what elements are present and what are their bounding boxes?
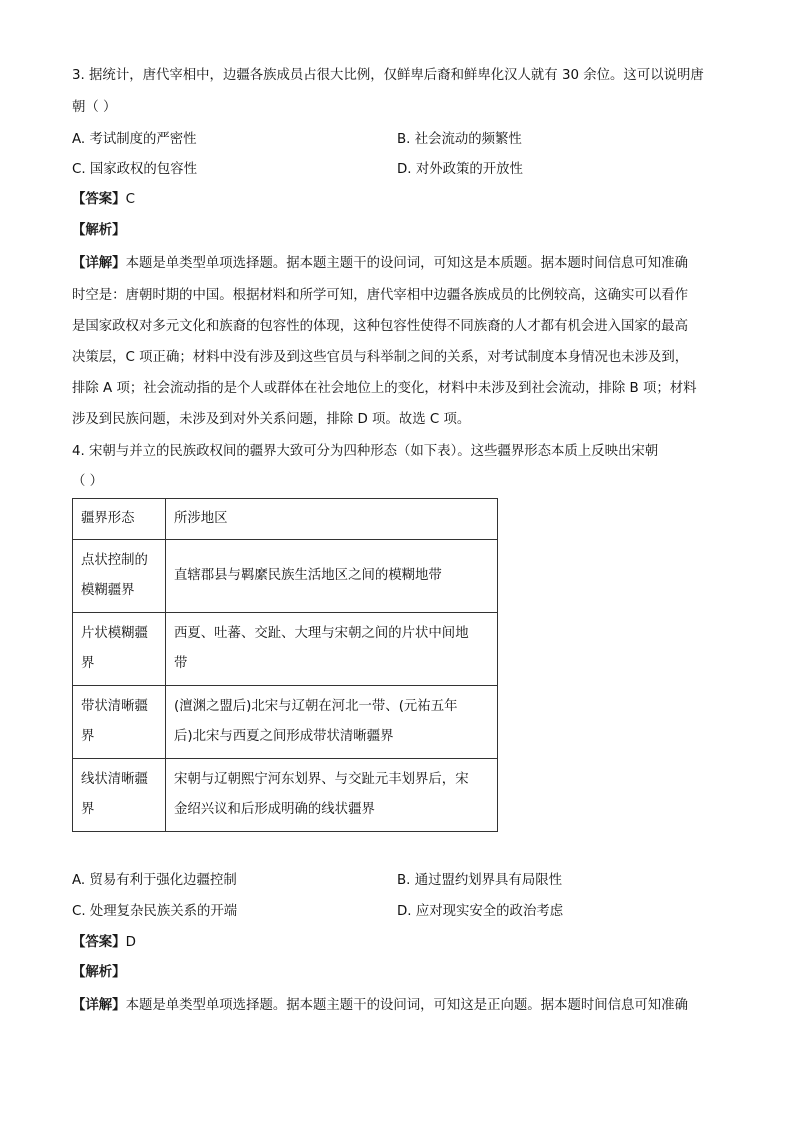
cell-line: 西夏、吐蕃、交趾、大理与宋朝之间的片状中间地 [174, 626, 469, 641]
q4-detail-line-1 [72, 996, 688, 1016]
q4-answer-tag: 【答案】 [72, 935, 126, 950]
table-row [73, 540, 498, 613]
q3-detail-tag: 【详解】 [72, 256, 126, 271]
q4-analysis-label: 【解析】 [72, 965, 126, 980]
table-header-row [73, 499, 498, 540]
cell-line: 界 [81, 729, 95, 744]
q3-option-c: C. 国家政权的包容性 [72, 162, 197, 177]
q3-option-a: A. 考试制度的严密性 [72, 132, 197, 147]
cell-line: 片状模糊疆 [81, 626, 148, 641]
table-cell [166, 686, 498, 759]
q4-answer [72, 933, 136, 953]
q3-detail-line-6: 涉及到民族问题，未涉及到对外关系问题，排除 D 项。故选 C 项。 [72, 412, 471, 427]
q4-option-c: C. 处理复杂民族关系的开端 [72, 904, 238, 919]
q3-detail-line-1 [72, 254, 688, 274]
q4-stem-line-2: （ ） [72, 474, 104, 489]
q3-option-b: B. 社会流动的频繁性 [397, 132, 522, 147]
cell-line: (澶渊之盟后)北宋与辽朝在河北一带、(元祐五年 [174, 699, 458, 714]
table-header-cell: 疆界形态 [73, 499, 166, 540]
cell-line: 宋朝与辽朝熙宁河东划界、与交趾元丰划界后，宋 [174, 772, 469, 787]
q3-answer [72, 190, 135, 210]
cell-line: 后)北宋与西夏之间形成带状清晰疆界 [174, 729, 394, 744]
q4-detail-tag: 【详解】 [72, 998, 126, 1013]
table-cell [166, 613, 498, 686]
cell-line: 带状清晰疆 [81, 699, 148, 714]
q3-detail-line-3: 是国家政权对多元文化和族裔的包容性的体现，这种包容性使得不同族裔的人才都有机会进入国家的最高 [72, 319, 688, 334]
q3-detail-line-4: 决策层，C 项正确；材料中没有涉及到这些官员与科举制之间的关系，对考试制度本身情况也未涉及到， [72, 350, 689, 365]
cell-line: 线状清晰疆 [81, 772, 148, 787]
cell-line: 直辖郡县与羁縻民族生活地区之间的模糊地带 [174, 568, 442, 583]
q3-detail-text-1: 本题是单类型单项选择题。据本题主题干的设问词，可知这是本质题。据本题时间信息可知准确 [125, 256, 688, 271]
table-cell [73, 540, 166, 613]
q4-stem-line-1: 4. 宋朝与并立的民族政权间的疆界大致可分为四种形态（如下表）。这些疆界形态本质上反映出宋朝 [72, 444, 659, 459]
table-cell [73, 613, 166, 686]
q4-option-b: B. 通过盟约划界具有局限性 [397, 873, 562, 888]
table-row [73, 759, 498, 832]
q4-analysis-tag [72, 963, 126, 983]
q3-analysis-tag [72, 221, 126, 241]
cell-line: 模糊疆界 [81, 583, 135, 598]
table-cell [73, 759, 166, 832]
q4-option-a: A. 贸易有利于强化边疆控制 [72, 873, 237, 888]
q3-option-d: D. 对外政策的开放性 [397, 162, 523, 177]
q3-answer-tag: 【答案】 [72, 192, 126, 207]
cell-line: 界 [81, 802, 95, 817]
cell-line: 界 [81, 656, 95, 671]
q4-detail-text-1: 本题是单类型单项选择题。据本题主题干的设问词，可知这是正向题。据本题时间信息可知准确 [125, 998, 688, 1013]
q3-analysis-label: 【解析】 [72, 223, 126, 238]
table-header-cell: 所涉地区 [166, 499, 498, 540]
q4-border-table [72, 498, 498, 832]
table-cell [73, 686, 166, 759]
cell-line: 金绍兴议和后形成明确的线状疆界 [174, 802, 375, 817]
table-row [73, 686, 498, 759]
q3-answer-value: C [125, 192, 135, 207]
q3-stem-line-1: 3. 据统计，唐代宰相中，边疆各族成员占很大比例，仅鲜卑后裔和鲜卑化汉人就有 30 余位。这可以说明唐 [72, 68, 704, 83]
q3-detail-line-5: 排除 A 项；社会流动指的是个人或群体在社会地位上的变化，材料中未涉及到社会流动，排除 B 项；材料 [72, 381, 697, 396]
table-row [73, 613, 498, 686]
cell-line: 带 [174, 656, 188, 671]
cell-line: 点状控制的 [81, 553, 148, 568]
q4-answer-value: D [125, 935, 136, 950]
table-cell [166, 540, 498, 613]
q4-option-d: D. 应对现实安全的政治考虑 [397, 904, 564, 919]
q3-detail-line-2: 时空是：唐朝时期的中国。根据材料和所学可知，唐代宰相中边疆各族成员的比例较高，这确实可以看作 [72, 288, 688, 303]
table-cell [166, 759, 498, 832]
q3-stem-line-2: 朝（ ） [72, 100, 117, 115]
